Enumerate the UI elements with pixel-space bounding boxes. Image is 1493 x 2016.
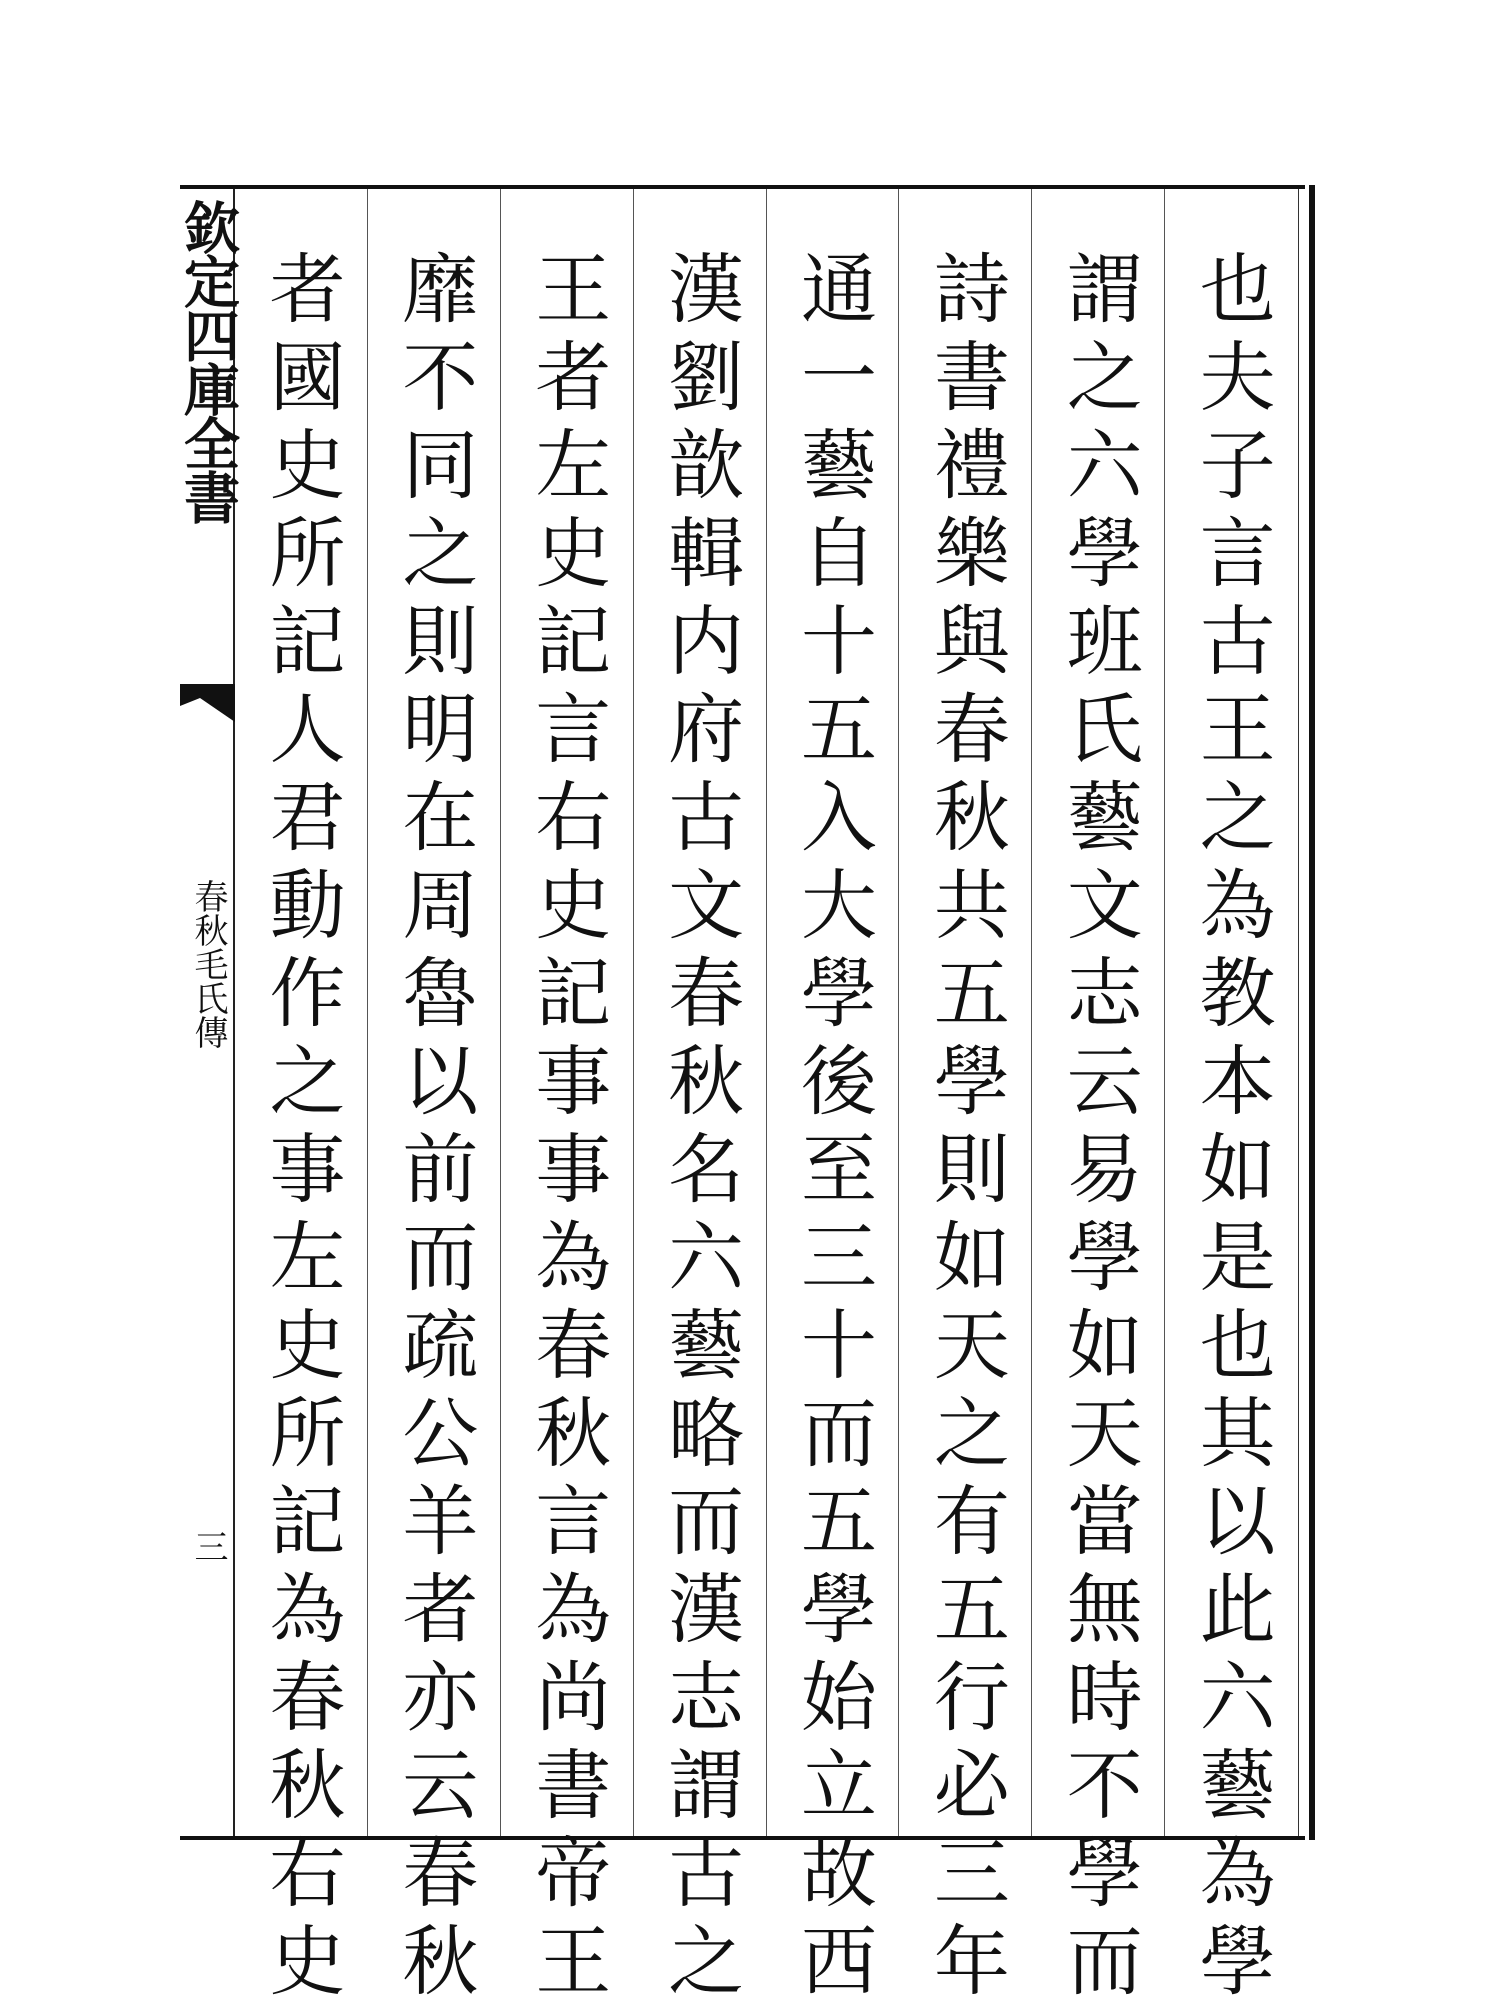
column-text: 也夫子言古王之為教本如是也其以此六藝為學: [1187, 249, 1277, 2009]
folio-number: 三: [188, 1529, 228, 1563]
column-text: 謂之六學班氏藝文志云易學如天當無時不學而: [1054, 249, 1144, 2009]
text-column: [1164, 189, 1297, 2009]
column-text: 通一藝自十五入大學後至三十而五學始立故西: [788, 249, 878, 2009]
page-frame: [175, 185, 1305, 2009]
column-text: 者國史所記人君動作之事左史所記為春秋右史: [256, 249, 346, 2009]
column-text: 詩書禮樂與春秋共五學則如天之有五行必三年: [921, 249, 1011, 2009]
text-column: [235, 189, 367, 2009]
book-title: 春秋毛氏傳: [188, 879, 228, 1049]
text-column: [766, 189, 899, 2009]
column-text: 王者左史記言右史記事事為春秋言為尚書帝王: [522, 249, 612, 2009]
outer-border-rule: [1309, 185, 1315, 1840]
column-text: 漢劉歆輯内府古文春秋名六藝略而漢志謂古之: [655, 249, 745, 2009]
text-columns: [235, 189, 1297, 2009]
text-column: [1031, 189, 1164, 2009]
inner-border-rule: [1298, 189, 1299, 1836]
text-column: [500, 189, 633, 2009]
series-title: 欽定四庫全書: [175, 199, 241, 523]
text-column: [633, 189, 766, 2009]
column-text: 靡不同之則明在周魯以前而疏公羊者亦云春秋: [389, 249, 479, 2009]
text-column: [367, 189, 500, 2009]
text-column: [898, 189, 1031, 2009]
margin-strip: [175, 189, 241, 1836]
fish-tail-mark: [180, 684, 235, 724]
